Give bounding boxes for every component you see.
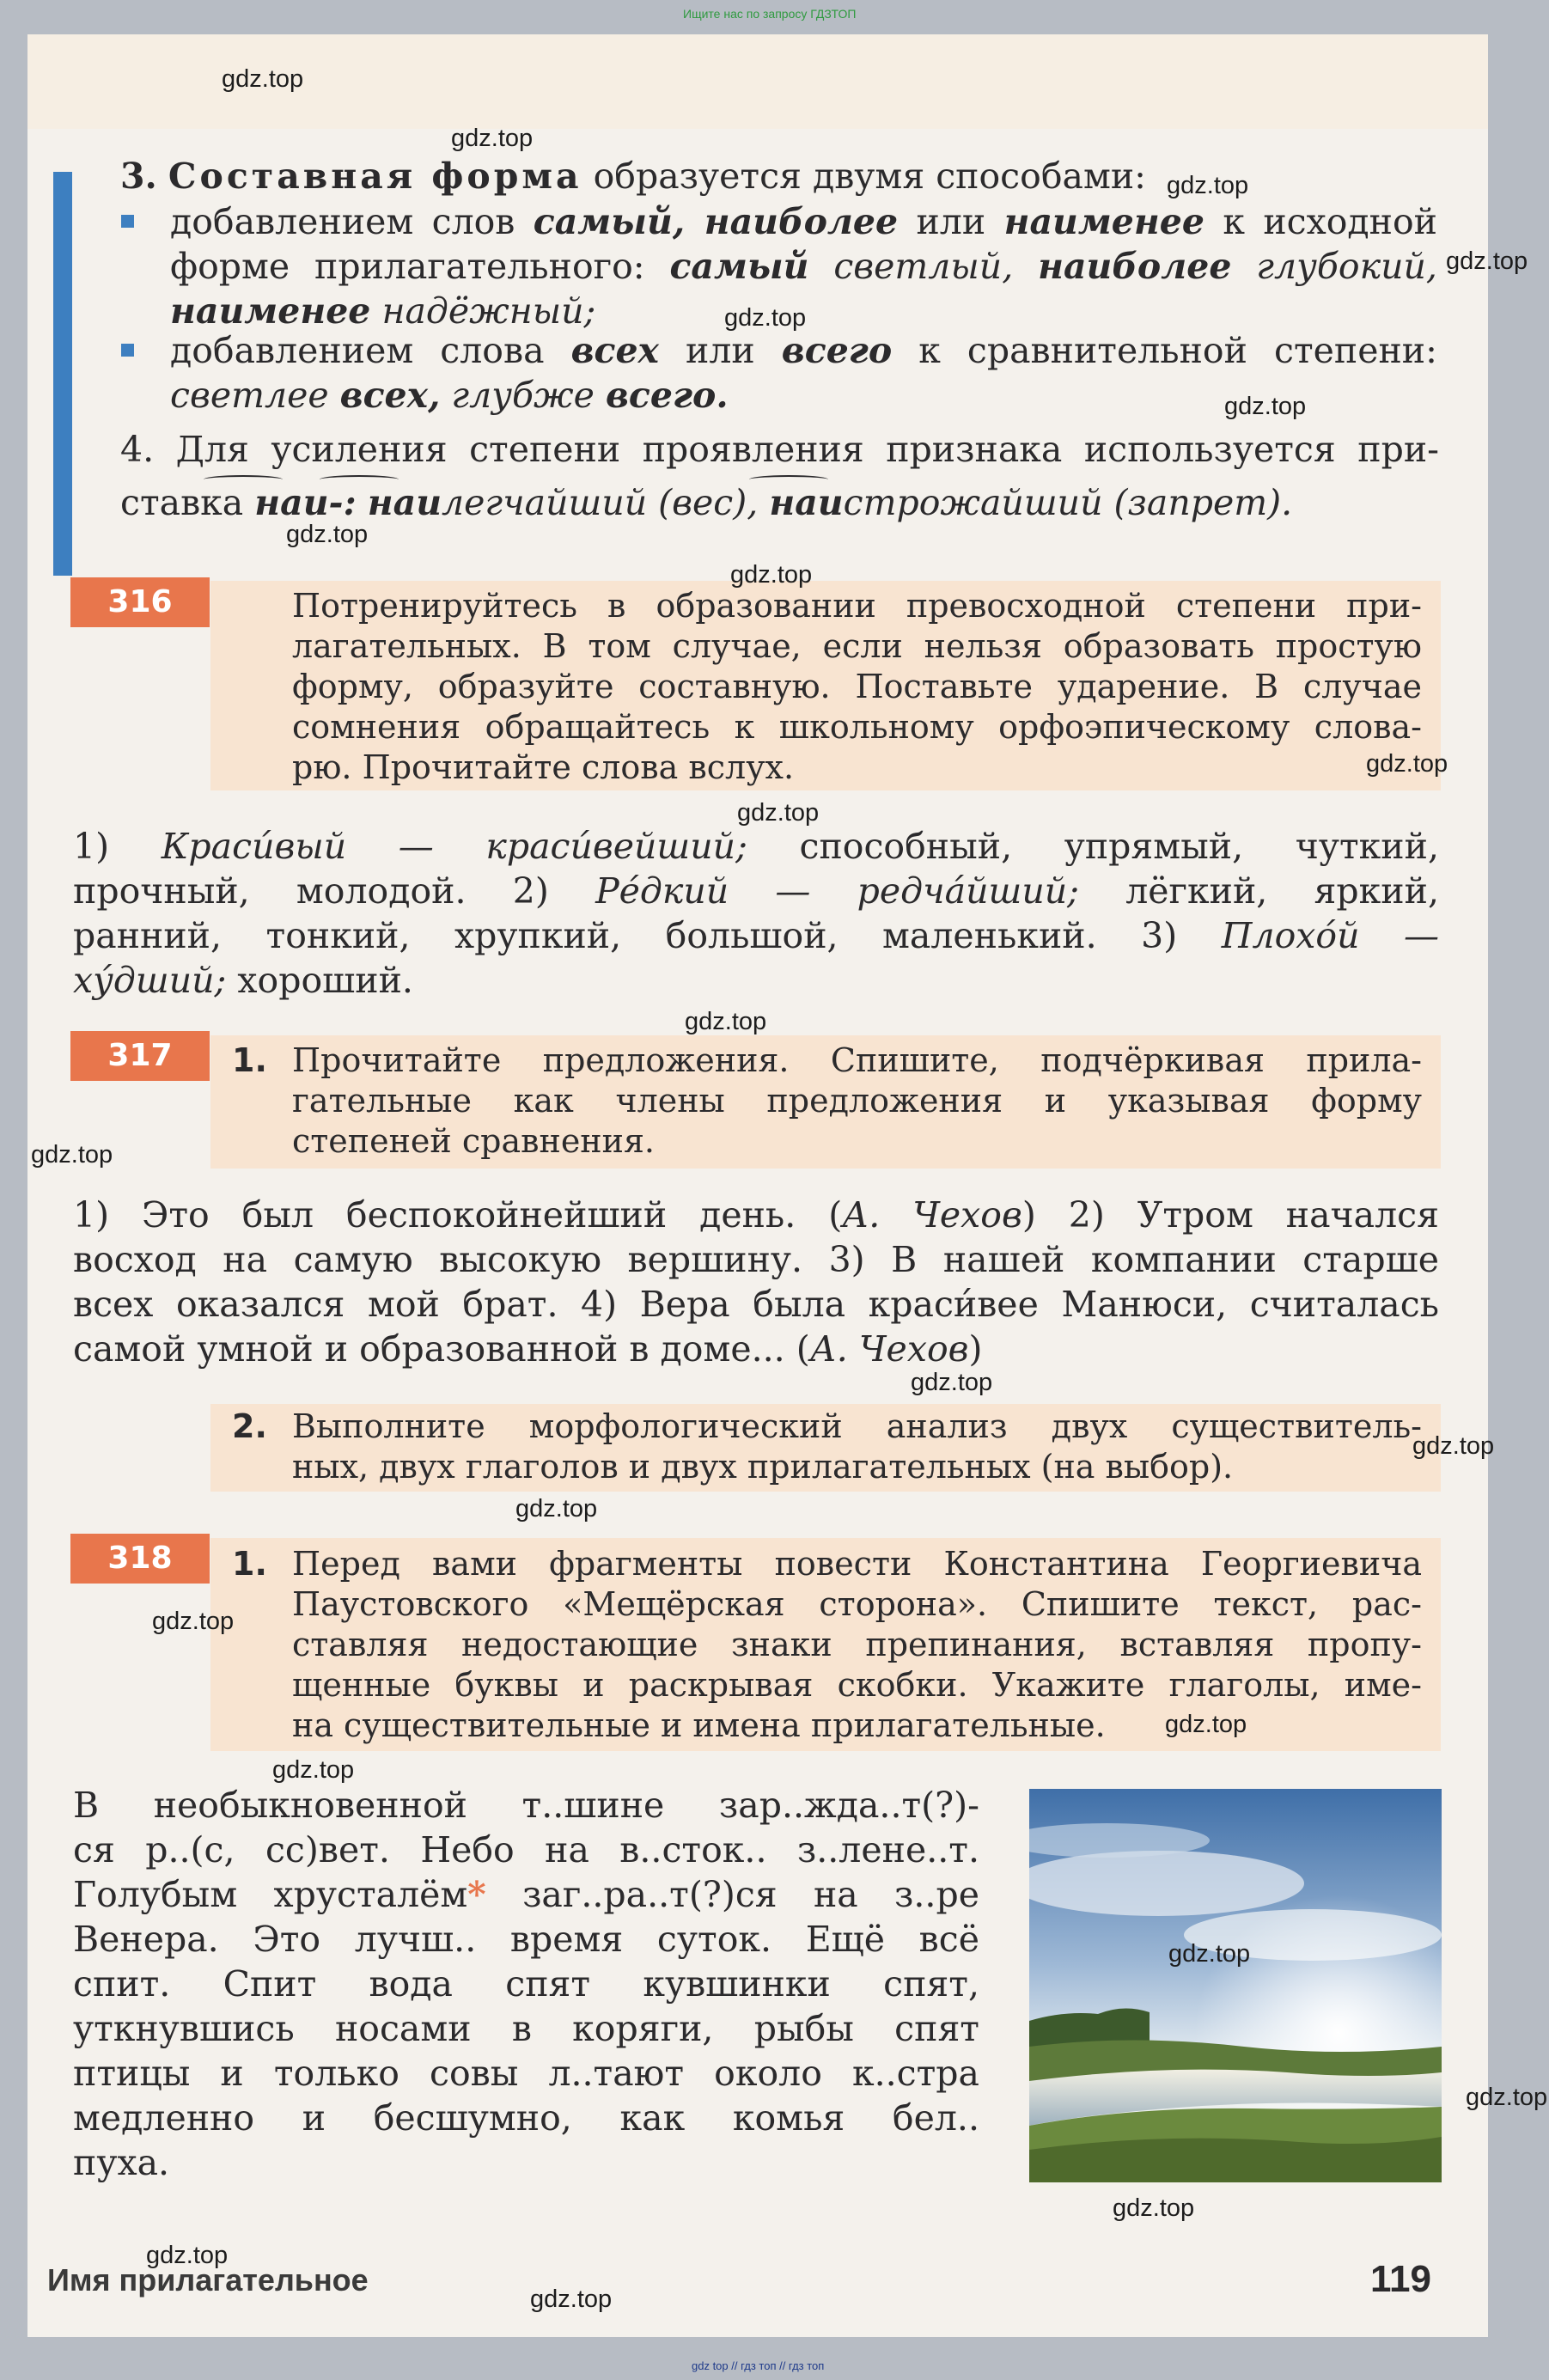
- exercise-316-line4: ху́дший; хороший.: [73, 960, 413, 1001]
- task-316-exercise: [73, 824, 1439, 1003]
- watermark-text: gdz.top: [1446, 247, 1528, 275]
- task-317-badge: 317: [70, 1031, 210, 1081]
- watermark-text: gdz.top: [515, 1495, 598, 1523]
- watermark-text: gdz.top: [1167, 172, 1249, 199]
- watermark-text: gdz.top: [152, 1608, 235, 1635]
- task-316-line: рю. Прочитайте слова вслух.: [292, 748, 795, 786]
- theory-bullet2-line1: добавлением слова всех или всего к сравнительной степени:: [170, 330, 1437, 371]
- watermark-text: gdz.top: [1165, 1711, 1247, 1738]
- text-318-line: Голубым хрусталём* заг..ра..т(?)ся на з..ре: [73, 1874, 979, 1915]
- text-318-line: В необыкновенной т..шине зар..жда..т(?)-: [73, 1785, 979, 1826]
- task-317-part2-line: ных, двух глаголов и двух прилагательных (на выбор).: [292, 1448, 1234, 1486]
- watermark-text: gdz.top: [1113, 2194, 1195, 2222]
- task-317-part2-line: Выполните морфологический анализ двух существитель-: [292, 1407, 1422, 1445]
- watermark-text: gdz.top: [1412, 1432, 1495, 1460]
- watermark-text: gdz.top: [451, 125, 534, 152]
- exercise-317-line4: самой умной и образованной в доме... (А. Чехов): [73, 1328, 983, 1370]
- bullet-square-icon: [121, 215, 134, 228]
- task-318-instructions: [292, 1544, 1422, 1746]
- footnote-asterisk: *: [467, 1874, 486, 1915]
- watermark-text: gdz.top: [730, 561, 813, 589]
- task-317-part1-number: 1.: [232, 1041, 267, 1079]
- text-318-line: уткнувшись носами в коряги, рыбы спят: [73, 2008, 979, 2049]
- watermark-text: gdz.top: [530, 2285, 613, 2313]
- task-317-exercise: [73, 1193, 1439, 1371]
- watermark-text: gdz.top: [911, 1369, 993, 1396]
- task-317-part2-instructions: [292, 1407, 1422, 1487]
- task-318-line: на существительные и имена прилагательные.: [292, 1706, 1106, 1744]
- theory-bullet1-line3: наименее надёжный;: [170, 290, 596, 332]
- watermark-text: gdz.top: [1366, 750, 1448, 778]
- text-318-line: пуха.: [73, 2142, 170, 2183]
- theory-bullet2-line2: светлее всех, глубже всего.: [170, 375, 729, 416]
- task-316-badge: 316: [70, 577, 210, 627]
- task-318-badge: 318: [70, 1534, 210, 1584]
- watermark-text: gdz.top: [146, 2242, 229, 2269]
- task-318-part1-number: 1.: [232, 1545, 267, 1583]
- theory-item4-line1: 4. Для усиления степени проявления признака используется при-: [120, 429, 1439, 470]
- bullet-square-icon: [121, 344, 134, 357]
- task-316-instructions: [292, 586, 1422, 788]
- theory-item3-number: 3.: [120, 156, 157, 197]
- task-318-text: [73, 1783, 979, 2185]
- exercise-317-line3: всех оказался мой брат. 4) Вера была краси́вее Манюси, считалась: [73, 1284, 1439, 1325]
- prefix-arc-mark: [204, 475, 283, 484]
- exercise-316-line1: 1) Краси́вый — краси́вейший; способный, упрямый, чуткий,: [73, 826, 1439, 867]
- task-318-line: щенные буквы и раскрывая скобки. Укажите глаголы, име-: [292, 1666, 1422, 1704]
- watermark-text: gdz.top: [737, 799, 820, 827]
- theory-bullet1-line2: форме прилагательного: самый светлый, наиболее глубокий,: [170, 246, 1437, 287]
- task-317-line: гательные как члены предложения и указывая форму: [292, 1082, 1422, 1120]
- exercise-317-line2: восход на самую высокую вершину. 3) В нашей компании старше: [73, 1239, 1439, 1280]
- watermark-text: gdz.top: [31, 1141, 113, 1169]
- task-317-part2-number: 2.: [232, 1407, 267, 1445]
- theory-item4-line2: ставка наи-: наилегчайший (вес), наистрожайший (запрет).: [120, 482, 1293, 523]
- task-317-part1-instructions: [292, 1040, 1422, 1162]
- text-318-line: медленно и бесшумно, как комья бел..: [73, 2097, 979, 2139]
- theory-item3-term: Составная форма: [168, 156, 582, 197]
- task-316-line: Потренируйтесь в образовании превосходной степени при-: [292, 587, 1422, 625]
- top-search-note: Ищите нас по запросу ГДЗТОП: [683, 7, 857, 21]
- theory-item3-line1: [120, 155, 1146, 198]
- watermark-text: gdz.top: [272, 1756, 355, 1784]
- watermark-text: gdz.top: [286, 521, 369, 548]
- footer-section-title: Имя прилагательное: [47, 2262, 369, 2298]
- text-318-line: птицы и только совы л..тают около к..стра: [73, 2053, 979, 2094]
- bottom-search-note: gdz top // гдз топ // гдз топ: [692, 2359, 825, 2372]
- task-318-line: ставляя недостающие знаки препинания, вставляя пропу-: [292, 1626, 1422, 1663]
- task-316-line: лагательных. В том случае, если нельзя образовать простую: [292, 627, 1422, 665]
- watermark-text: gdz.top: [724, 304, 807, 332]
- text-318-line: ся р..(с, сс)вет. Небо на в..сток.. з..лене..т.: [73, 1829, 979, 1870]
- prefix-arc-mark: [320, 475, 399, 484]
- text-318-line: Венера. Это лучш.. время суток. Ещё всё: [73, 1919, 979, 1960]
- watermark-text: gdz.top: [1168, 1940, 1251, 1968]
- exercise-317-line1: 1) Это был беспокойнейший день. (А. Чехов) 2) Утром начался: [73, 1194, 1439, 1236]
- task-316-line: форму, образуйте составную. Поставьте ударение. В случае: [292, 668, 1422, 705]
- watermark-text: gdz.top: [1466, 2084, 1548, 2111]
- exercise-316-line2: прочный, молодой. 2) Ре́дкий — редча́йший; лёгкий, яркий,: [73, 870, 1439, 912]
- theory-item3-rest: образуется двумя способами:: [593, 156, 1146, 197]
- watermark-text: gdz.top: [685, 1008, 767, 1035]
- task-318-line: Перед вами фрагменты повести Константина Георгиевича: [292, 1545, 1422, 1583]
- text-318-line: спит. Спит вода спят кувшинки спят,: [73, 1963, 979, 2005]
- river-dawn-illustration: [1029, 1789, 1442, 2182]
- task-316-line: сомнения обращайтесь к школьному орфоэпическому слова-: [292, 708, 1422, 746]
- prefix-arc-mark: [749, 475, 828, 484]
- river-dawn-photo: [1029, 1789, 1442, 2182]
- task-317-line: Прочитайте предложения. Спишите, подчёркивая прила-: [292, 1041, 1422, 1079]
- task-318-line: Паустовского «Мещёрская сторона». Спишите текст, рас-: [292, 1585, 1422, 1623]
- theory-bullet1-line1: добавлением слов самый, наиболее или наименее к исходной: [170, 201, 1437, 242]
- page-number: 119: [1370, 2258, 1431, 2300]
- exercise-316-line3: ранний, тонкий, хрупкий, большой, маленький. 3) Плохо́й —: [73, 915, 1439, 956]
- watermark-text: gdz.top: [1224, 393, 1307, 420]
- theory-accent-bar: [53, 172, 72, 576]
- watermark-text: gdz.top: [222, 65, 304, 93]
- task-317-line: степеней сравнения.: [292, 1122, 656, 1160]
